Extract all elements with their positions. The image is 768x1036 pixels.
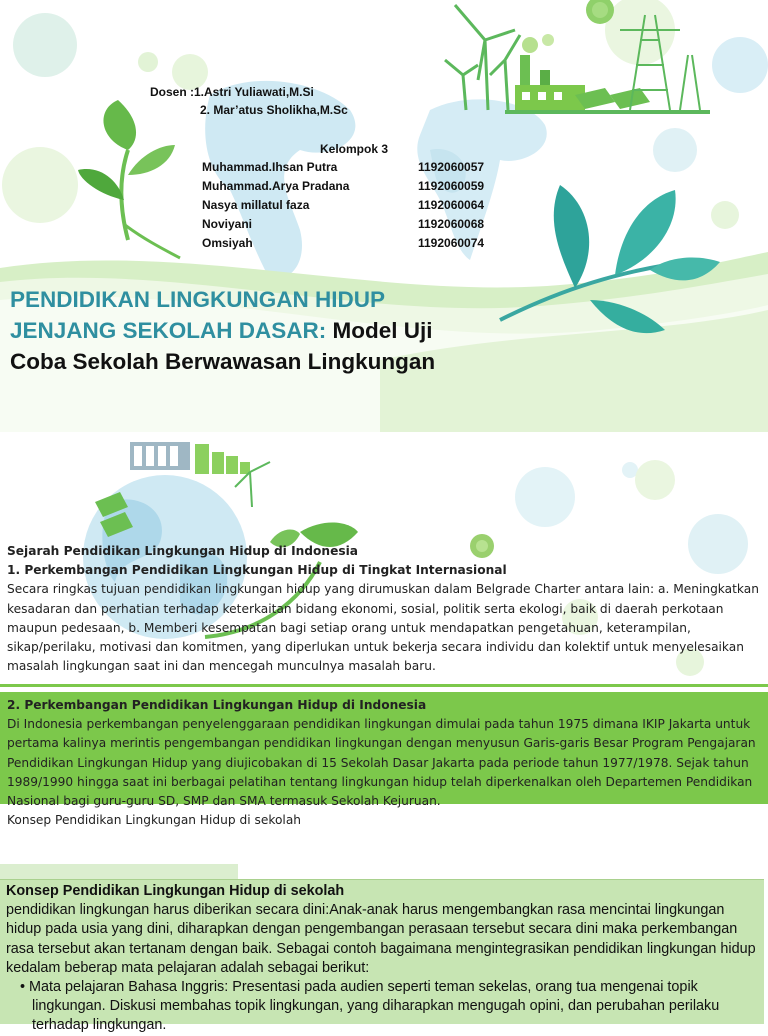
bubble-decoration bbox=[653, 128, 697, 172]
bubble-decoration bbox=[635, 460, 675, 500]
section-heading: Sejarah Pendidikan Lingkungan Hidup di Indonesia bbox=[7, 544, 358, 558]
history-section-2 bbox=[7, 696, 765, 811]
member-nim: 1192060057 bbox=[418, 160, 485, 174]
lecturer-1: Dosen :1.Astri Yuliawati,M.Si bbox=[150, 85, 314, 99]
bubble-decoration bbox=[712, 37, 768, 93]
member-nim: 1192060064 bbox=[418, 198, 485, 212]
bubble-decoration bbox=[2, 147, 78, 223]
member-nim: 1192060068 bbox=[418, 217, 485, 231]
bubble-decoration bbox=[515, 467, 575, 527]
divider-line bbox=[0, 684, 768, 687]
concept-bullet-text: Mata pelajaran Bahasa Inggris: Presentasi pada audien seperti teman sekelas, orang tua mengenai topik lingkungan. Diskusi membahas topik lingkungan, yang diharapkan mengugah opini, dan perubahan perilaku terhadap lingkungan. bbox=[29, 979, 720, 1034]
history-section-1 bbox=[7, 542, 765, 676]
bubble-decoration bbox=[13, 13, 77, 77]
factory-icon bbox=[515, 34, 585, 110]
member-nim: 1192060074 bbox=[418, 236, 485, 250]
concept-slide bbox=[0, 852, 768, 1034]
concept-paragraph: pendidikan lingkungan harus diberikan secara dini:Anak-anak harus mengembangkan rasa mencintai lingkungan hidup pada usia yang dini, diharapkan dengan pengembangan perasaan tersebut secara dini maka perkembangan rasa tersebut akan tertanam dengan baik. Sebagai contoh bagaimana mengintegrasikan pendidikan lingkungan hidup kedalam beberap mata pelajaran adalah sebagai berikut: bbox=[6, 902, 756, 976]
solar-panel-icon bbox=[575, 88, 650, 109]
concept-bullet: • Mata pelajaran Bahasa Inggris: Presentasi pada audien seperti teman sekelas, orang tua mengenai topik lingkungan. Diskusi membahas topik lingkungan, yang diharapkan mengugah opini, dan perubahan perilaku terhadap lingkungan. bbox=[20, 979, 720, 1034]
concept-text bbox=[6, 882, 762, 1036]
bubble-decoration bbox=[138, 52, 158, 72]
history-slide bbox=[0, 432, 768, 852]
slide-title bbox=[10, 284, 480, 377]
member-row bbox=[202, 198, 502, 212]
leaf-icon bbox=[78, 100, 180, 258]
section-paragraph: Secara ringkas tujuan pendidikan lingkungan hidup yang dirumuskan dalam Belgrade Charter antara lain: a. Meningkatkan kesadaran dan perhatian terhadap keterkaitan bidang ekonomi, sosial, politik serta ekologi, baik di daerah perkotaan maupun pedesaan, b. Memberi kesempatan bagi setiap orang untuk mendapatkan pengetahuan, keterampilan, sikap/perilaku, motivasi dan komitmen, yang diperlukan untuk bekerja secara individu dan kolektif untuk menyelesaikan masalah lingkungan saat ini dan mencegah munculnya masalah baru. bbox=[7, 582, 759, 674]
section-subheading: 2. Perkembangan Pendidikan Lingkungan Hidup di Indonesia bbox=[7, 698, 427, 712]
member-name: Nasya millatul faza bbox=[202, 198, 310, 212]
member-nim: 1192060059 bbox=[418, 179, 485, 193]
section-paragraph: Di Indonesia perkembangan penyelenggaraan pendidikan lingkungan dimulai pada tahun 1975 dimana IKIP Jakarta untuk pertama kalinya merintis pengembangan pendidikan lingkungan dengan menyusun Garis-garis Besar Program Pengajaran Pendidikan Lingkungan Hidup yang diujicobakan di 15 Sekolah Dasar Jakarta pada periode tahun 1977/1978. Sejak tahun 1989/1990 hingga saat ini berbagai pelatihan tentang lingkungan hidup telah diperkenalkan oleh Departemen Pendidikan Nasional bagi guru-guru SD, SMP dan SMA termasuk Sekolah Kejuruan. bbox=[7, 717, 756, 809]
bubble-decoration bbox=[605, 0, 675, 65]
wind-turbine-icon bbox=[445, 5, 520, 110]
group-title: Kelompok 3 bbox=[320, 142, 389, 156]
member-row bbox=[202, 160, 502, 174]
section-subheading: 1. Perkembangan Pendidikan Lingkungan Hidup di Tingkat Internasional bbox=[7, 563, 507, 578]
member-name: Noviyani bbox=[202, 217, 253, 231]
member-name: Omsiyah bbox=[202, 236, 253, 250]
concept-heading: Konsep Pendidikan Lingkungan Hidup di sekolah bbox=[6, 883, 345, 899]
lecturer-2: 2. Mar’atus Sholikha,M.Sc bbox=[200, 103, 348, 117]
slide-title-main: PENDIDIKAN LINGKUNGAN HIDUP JENJANG SEKOLAH DASAR: bbox=[10, 287, 385, 343]
lecturer-list bbox=[150, 83, 348, 119]
title-slide bbox=[0, 0, 768, 432]
member-row bbox=[202, 217, 502, 231]
slide-footer: Konsep Pendidikan Lingkungan Hidup di sekolah bbox=[7, 813, 302, 827]
slide-title-sub: Model Uji Coba Sekolah Berwawasan Lingkungan bbox=[10, 318, 436, 374]
member-name: Muhammad.Arya Pradana bbox=[202, 179, 350, 193]
member-name: Muhammad.Ihsan Putra bbox=[202, 160, 338, 174]
building-icon bbox=[195, 444, 250, 474]
bubble-decoration bbox=[711, 201, 739, 229]
member-row bbox=[202, 179, 502, 193]
member-row bbox=[202, 236, 502, 250]
